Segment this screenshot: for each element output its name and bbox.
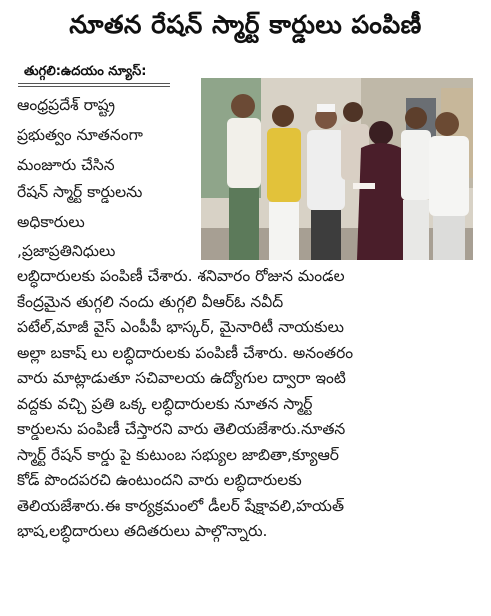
- dateline-rule: [18, 83, 170, 84]
- article-line: అధికారులు: [17, 213, 85, 231]
- article-line: ఆంధ్రప్రదేశ్ రాష్ట్ర: [17, 96, 115, 114]
- article-line: వద్దకు వచ్చి ప్రతి ఒక్క లబ్ధిదారులకు నూతన స్మార్ట్: [17, 394, 313, 413]
- article-line: కోడ్ పొందపరచి ఉంటుందని వారు లబ్ధిదారులకు: [17, 471, 302, 489]
- article-line: వారు మాట్లాడుతూ సచివాలయ ఉద్యోగుల ద్వారా ఇంటి: [17, 369, 346, 387]
- news-photo: [201, 78, 473, 260]
- article-line: స్మార్ట్ రేషన్ కార్డు పై కుటుంబ సభ్యుల జాబితా,క్యూఆర్: [17, 445, 339, 464]
- article-line: భాష,లబ్ధిదారులు తదితరులు పాల్గొన్నారు.: [17, 522, 268, 540]
- article-line: మంజూరు చేసిన: [17, 156, 115, 174]
- article-line: లబ్ధిదారులకు పంపిణీ చేశారు. శనివారం రోజున మండల: [17, 267, 345, 285]
- group-photo-icon: [201, 78, 473, 260]
- article-line: తెలియజేశారు.ఈ కార్యక్రమంలో డీలర్ షేక్షావలి,హయత్: [17, 496, 345, 515]
- article-line: పటేల్,మాజీ వైస్ ఎంపీపీ భాస్కర్, మైనారిటీ నాయకులు: [17, 318, 344, 336]
- article-line: కార్డులను పంపిణీ చేస్తారని వారు తెలియజేశారు.నూతన: [17, 420, 346, 438]
- article-line: అల్లా బకాష్ లు లబ్ధిదారులకు పంపిణీ చేశారు. అనంతరం: [17, 343, 354, 362]
- article-line: కేంద్రమైన తుగ్గలి నందు తుగ్గలి వీఆర్ఓ నవీద్: [17, 292, 284, 311]
- article-line: రేషన్ స్మార్ట్ కార్డులను: [17, 183, 143, 201]
- article-line: ప్రభుత్వం నూతనంగా: [17, 126, 143, 144]
- headline: నూతన రేషన్ స్మార్ట్ కార్డులు పంపిణీ: [69, 10, 422, 39]
- dateline: తుగ్గలి:ఉదయం న్యూస్:: [24, 64, 147, 79]
- dateline-rule: [18, 86, 170, 87]
- article-line: ,ప్రజాప్రతినిధులు: [17, 242, 116, 260]
